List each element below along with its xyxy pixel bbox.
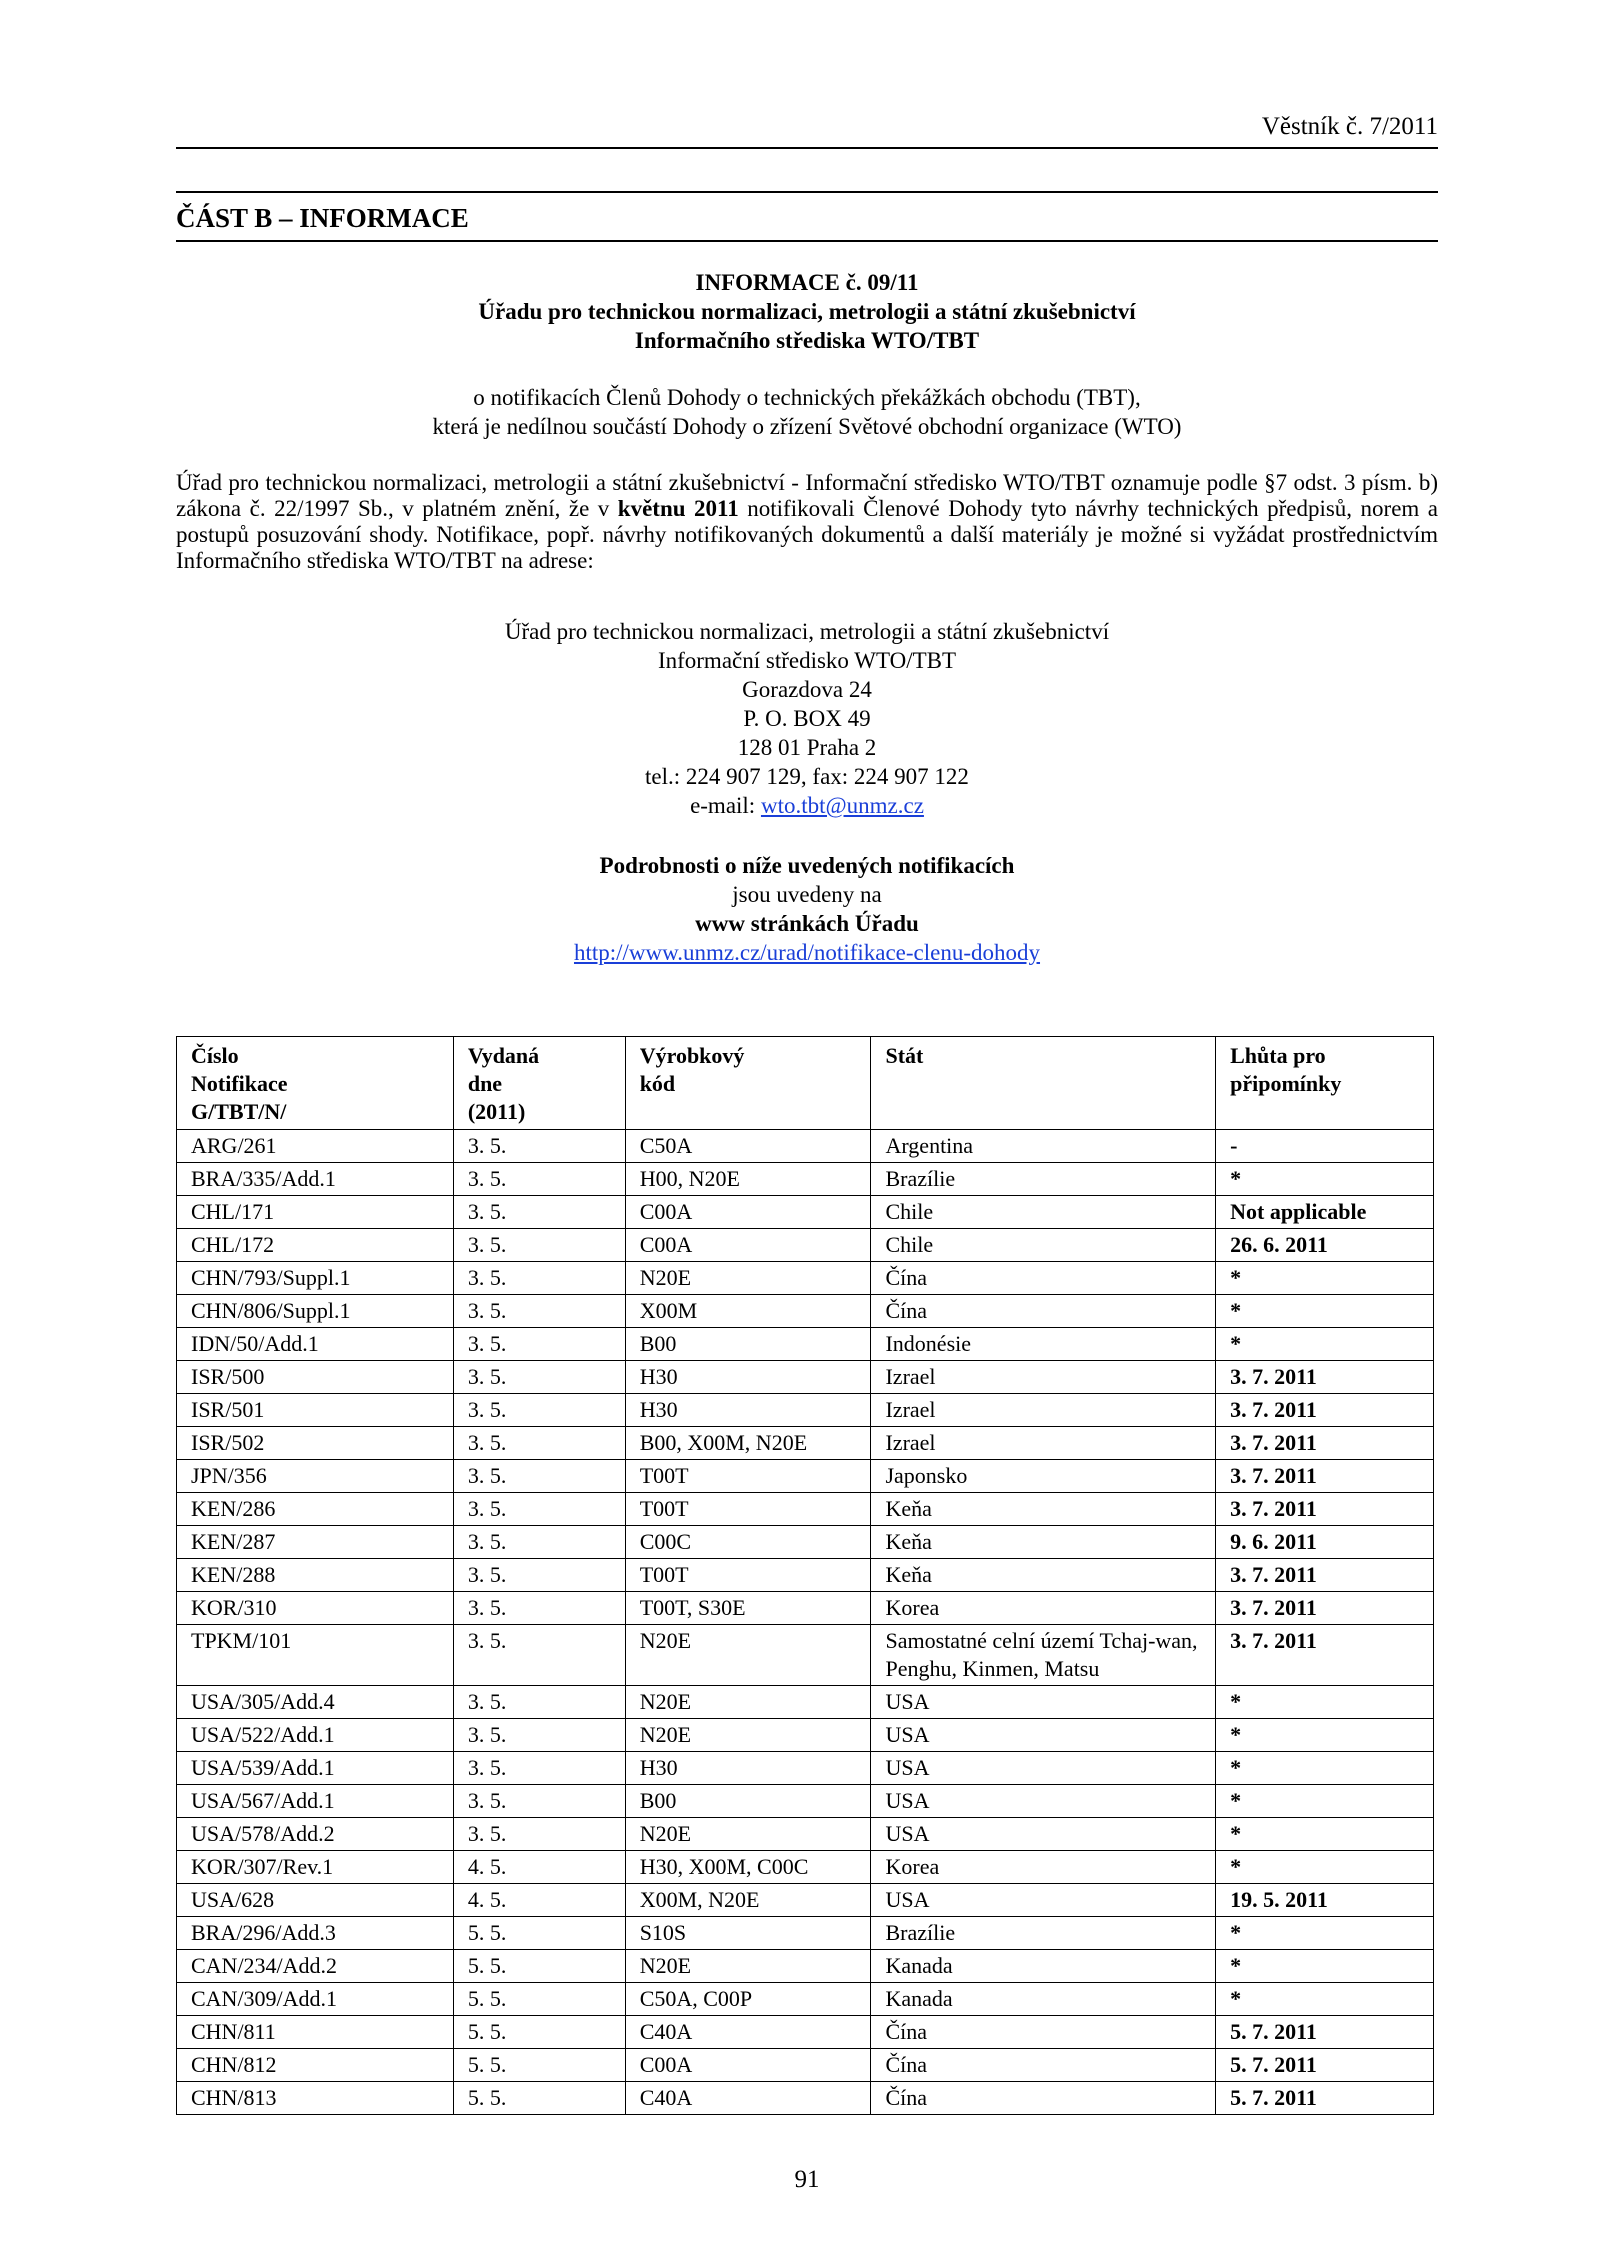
cell-deadline: 3. 7. 2011	[1216, 1460, 1434, 1493]
notifications-table	[176, 1036, 1434, 2115]
cell-product-code: C00A	[625, 1229, 871, 1262]
cell-date: 3. 5.	[453, 1361, 625, 1394]
cell-product-code: H30	[625, 1361, 871, 1394]
cell-number: ISR/502	[177, 1427, 454, 1460]
cell-date: 3. 5.	[453, 1559, 625, 1592]
table-row	[177, 1493, 1434, 1526]
cell-date: 5. 5.	[453, 1950, 625, 1983]
cell-number: KOR/307/Rev.1	[177, 1851, 454, 1884]
table-row	[177, 1559, 1434, 1592]
cell-country: Brazílie	[871, 1163, 1216, 1196]
cell-country: Izrael	[871, 1427, 1216, 1460]
cell-country: USA	[871, 1752, 1216, 1785]
cell-product-code: X00M	[625, 1295, 871, 1328]
cell-date: 3. 5.	[453, 1719, 625, 1752]
address-email-line	[176, 791, 1438, 820]
cell-date: 3. 5.	[453, 1295, 625, 1328]
table-row	[177, 1229, 1434, 1262]
column-header-deadline: Lhůta pro připomínky	[1216, 1037, 1434, 1130]
cell-date: 3. 5.	[453, 1328, 625, 1361]
cell-product-code: C00A	[625, 1196, 871, 1229]
contact-address	[176, 617, 1438, 820]
cell-country: Izrael	[871, 1394, 1216, 1427]
cell-number: USA/567/Add.1	[177, 1785, 454, 1818]
cell-product-code: N20E	[625, 1950, 871, 1983]
cell-date: 3. 5.	[453, 1394, 625, 1427]
heading-line-1: INFORMACE č. 09/11	[695, 270, 919, 295]
cell-deadline: *	[1216, 1719, 1434, 1752]
cell-deadline: *	[1216, 1262, 1434, 1295]
cell-date: 3. 5.	[453, 1262, 625, 1295]
table-row	[177, 2016, 1434, 2049]
cell-number: BRA/296/Add.3	[177, 1917, 454, 1950]
details-line-2: jsou uvedeny na	[732, 882, 882, 907]
table-row	[177, 1917, 1434, 1950]
cell-country: Japonsko	[871, 1460, 1216, 1493]
cell-date: 3. 5.	[453, 1752, 625, 1785]
information-heading	[176, 268, 1438, 355]
cell-deadline: *	[1216, 1818, 1434, 1851]
cell-number: KEN/286	[177, 1493, 454, 1526]
cell-product-code: N20E	[625, 1719, 871, 1752]
email-link[interactable]: wto.tbt@unmz.cz	[760, 793, 924, 818]
cell-deadline: 19. 5. 2011	[1216, 1884, 1434, 1917]
cell-date: 3. 5.	[453, 1818, 625, 1851]
cell-country: Čína	[871, 1295, 1216, 1328]
address-office: Úřad pro technickou normalizaci, metrologii a státní zkušebnictví	[504, 619, 1110, 644]
section-rule-top	[176, 191, 1438, 193]
address-box: P. O. BOX 49	[743, 706, 871, 731]
cell-product-code: H30	[625, 1752, 871, 1785]
cell-number: KEN/288	[177, 1559, 454, 1592]
cell-product-code: T00T	[625, 1559, 871, 1592]
cell-date: 5. 5.	[453, 2016, 625, 2049]
notifications-url-link[interactable]: http://www.unmz.cz/urad/notifikace-clenu-dohody	[573, 940, 1041, 965]
cell-country: Čína	[871, 2082, 1216, 2115]
cell-number: JPN/356	[177, 1460, 454, 1493]
table-row	[177, 1295, 1434, 1328]
cell-product-code: B00	[625, 1328, 871, 1361]
cell-date: 3. 5.	[453, 1163, 625, 1196]
heading-line-3: Informačního střediska WTO/TBT	[634, 328, 980, 353]
page-number: 91	[794, 2166, 820, 2193]
cell-product-code: H00, N20E	[625, 1163, 871, 1196]
cell-country: Brazílie	[871, 1917, 1216, 1950]
cell-country: USA	[871, 1785, 1216, 1818]
cell-country: Keňa	[871, 1559, 1216, 1592]
cell-product-code: N20E	[625, 1625, 871, 1686]
table-row	[177, 1625, 1434, 1686]
cell-number: BRA/335/Add.1	[177, 1163, 454, 1196]
table-row	[177, 1851, 1434, 1884]
table-row	[177, 1328, 1434, 1361]
address-street: Gorazdova 24	[742, 677, 872, 702]
cell-country: Keňa	[871, 1493, 1216, 1526]
intro-line-1: o notifikacích Členů Dohody o technických překážkách obchodu (TBT),	[473, 385, 1141, 410]
cell-country: Korea	[871, 1851, 1216, 1884]
cell-date: 3. 5.	[453, 1592, 625, 1625]
cell-number: TPKM/101	[177, 1625, 454, 1686]
cell-product-code: C50A	[625, 1130, 871, 1163]
cell-deadline: 5. 7. 2011	[1216, 2049, 1434, 2082]
table-row	[177, 1818, 1434, 1851]
cell-number: ISR/501	[177, 1394, 454, 1427]
cell-product-code: T00T	[625, 1493, 871, 1526]
column-header-country: Stát	[871, 1037, 1216, 1130]
cell-deadline: Not applicable	[1216, 1196, 1434, 1229]
table-row	[177, 1427, 1434, 1460]
cell-product-code: C50A, C00P	[625, 1983, 871, 2016]
cell-number: CHN/793/Suppl.1	[177, 1262, 454, 1295]
cell-date: 5. 5.	[453, 2049, 625, 2082]
cell-number: CHL/172	[177, 1229, 454, 1262]
cell-deadline: 3. 7. 2011	[1216, 1592, 1434, 1625]
address-phone: tel.: 224 907 129, fax: 224 907 122	[645, 764, 969, 789]
cell-country: USA	[871, 1884, 1216, 1917]
cell-deadline: *	[1216, 1983, 1434, 2016]
cell-country: Chile	[871, 1229, 1216, 1262]
details-note	[176, 851, 1438, 967]
cell-date: 3. 5.	[453, 1427, 625, 1460]
cell-deadline: 5. 7. 2011	[1216, 2082, 1434, 2115]
cell-deadline: *	[1216, 1851, 1434, 1884]
cell-date: 4. 5.	[453, 1884, 625, 1917]
table-body	[177, 1130, 1434, 2115]
cell-date: 3. 5.	[453, 1493, 625, 1526]
cell-number: IDN/50/Add.1	[177, 1328, 454, 1361]
cell-number: ISR/500	[177, 1361, 454, 1394]
cell-date: 3. 5.	[453, 1130, 625, 1163]
body-text-part-2: notifikovali Členové Dohody tyto návrhy technických předpisů, norem a postupů posuzování shody. Notifikace, popř. návrhy notifikovaných dokumentů a další materiály je možné si vyžádat prostřednictvím Informačního střediska WTO/TBT na adrese:	[176, 496, 1439, 573]
intro-line-2: která je nedílnou součástí Dohody o zřízení Světové obchodní organizace (WTO)	[432, 414, 1182, 439]
column-header-product-code: Výrobkový kód	[625, 1037, 871, 1130]
cell-number: USA/305/Add.4	[177, 1686, 454, 1719]
cell-date: 5. 5.	[453, 2082, 625, 2115]
cell-date: 5. 5.	[453, 1983, 625, 2016]
cell-country: Samostatné celní území Tchaj-wan, Penghu, Kinmen, Matsu	[871, 1625, 1216, 1686]
cell-country: USA	[871, 1719, 1216, 1752]
cell-deadline: *	[1216, 1785, 1434, 1818]
cell-product-code: H30, X00M, C00C	[625, 1851, 871, 1884]
cell-date: 3. 5.	[453, 1625, 625, 1686]
table-row	[177, 1262, 1434, 1295]
address-center: Informační středisko WTO/TBT	[657, 648, 957, 673]
cell-deadline: 3. 7. 2011	[1216, 1493, 1434, 1526]
section-title: ČÁST B – INFORMACE	[176, 203, 469, 233]
table-row	[177, 1460, 1434, 1493]
table-row	[177, 1394, 1434, 1427]
cell-country: Izrael	[871, 1361, 1216, 1394]
cell-number: CHL/171	[177, 1196, 454, 1229]
cell-date: 3. 5.	[453, 1526, 625, 1559]
table-row	[177, 1196, 1434, 1229]
address-city: 128 01 Praha 2	[737, 735, 877, 760]
cell-country: USA	[871, 1686, 1216, 1719]
column-header-number: Číslo Notifikace G/TBT/N/	[177, 1037, 454, 1130]
cell-country: Korea	[871, 1592, 1216, 1625]
column-header-date: Vydaná dne (2011)	[453, 1037, 625, 1130]
cell-number: USA/628	[177, 1884, 454, 1917]
cell-date: 3. 5.	[453, 1686, 625, 1719]
cell-country: Čína	[871, 2049, 1216, 2082]
cell-country: Chile	[871, 1196, 1216, 1229]
cell-product-code: N20E	[625, 1686, 871, 1719]
table-row	[177, 1130, 1434, 1163]
cell-deadline: 9. 6. 2011	[1216, 1526, 1434, 1559]
cell-product-code: C00C	[625, 1526, 871, 1559]
cell-country: Indonésie	[871, 1328, 1216, 1361]
table-row	[177, 2082, 1434, 2115]
details-line-3: www stránkách Úřadu	[695, 911, 919, 936]
cell-product-code: T00T	[625, 1460, 871, 1493]
table-row	[177, 1884, 1434, 1917]
cell-deadline: 3. 7. 2011	[1216, 1559, 1434, 1592]
table-row	[177, 1526, 1434, 1559]
table-row	[177, 1752, 1434, 1785]
cell-deadline: *	[1216, 1917, 1434, 1950]
table-row	[177, 1719, 1434, 1752]
cell-product-code: H30	[625, 1394, 871, 1427]
cell-number: CAN/234/Add.2	[177, 1950, 454, 1983]
cell-deadline: 3. 7. 2011	[1216, 1625, 1434, 1686]
cell-number: CHN/811	[177, 2016, 454, 2049]
cell-number: USA/578/Add.2	[177, 1818, 454, 1851]
cell-product-code: B00, X00M, N20E	[625, 1427, 871, 1460]
cell-deadline: *	[1216, 1328, 1434, 1361]
cell-deadline: *	[1216, 1295, 1434, 1328]
body-paragraph	[176, 470, 1438, 574]
cell-deadline: *	[1216, 1163, 1434, 1196]
cell-deadline: 26. 6. 2011	[1216, 1229, 1434, 1262]
cell-country: USA	[871, 1818, 1216, 1851]
cell-date: 4. 5.	[453, 1851, 625, 1884]
table-row	[177, 1163, 1434, 1196]
details-line-1: Podrobnosti o níže uvedených notifikacích	[599, 853, 1015, 878]
cell-number: CAN/309/Add.1	[177, 1983, 454, 2016]
cell-product-code: S10S	[625, 1917, 871, 1950]
body-text-bold: květnu 2011	[617, 496, 739, 521]
cell-product-code: X00M, N20E	[625, 1884, 871, 1917]
cell-product-code: N20E	[625, 1818, 871, 1851]
cell-date: 3. 5.	[453, 1785, 625, 1818]
cell-deadline: 5. 7. 2011	[1216, 2016, 1434, 2049]
table-row	[177, 1361, 1434, 1394]
cell-date: 3. 5.	[453, 1196, 625, 1229]
cell-number: USA/539/Add.1	[177, 1752, 454, 1785]
cell-number: CHN/812	[177, 2049, 454, 2082]
section-rule-bottom	[176, 240, 1438, 242]
cell-product-code: N20E	[625, 1262, 871, 1295]
cell-number: CHN/806/Suppl.1	[177, 1295, 454, 1328]
cell-deadline: *	[1216, 1686, 1434, 1719]
table-row	[177, 1950, 1434, 1983]
cell-deadline: 3. 7. 2011	[1216, 1361, 1434, 1394]
cell-deadline: -	[1216, 1130, 1434, 1163]
table-row	[177, 1785, 1434, 1818]
heading-line-2: Úřadu pro technickou normalizaci, metrologii a státní zkušebnictví	[478, 299, 1136, 324]
bulletin-header: Věstník č. 7/2011	[1261, 113, 1438, 140]
cell-date: 3. 5.	[453, 1460, 625, 1493]
cell-product-code: C40A	[625, 2016, 871, 2049]
table-row	[177, 1592, 1434, 1625]
table-row	[177, 2049, 1434, 2082]
header-rule	[176, 147, 1438, 149]
cell-number: KOR/310	[177, 1592, 454, 1625]
cell-deadline: *	[1216, 1752, 1434, 1785]
table-row	[177, 1983, 1434, 2016]
cell-product-code: T00T, S30E	[625, 1592, 871, 1625]
cell-date: 3. 5.	[453, 1229, 625, 1262]
cell-number: ARG/261	[177, 1130, 454, 1163]
cell-country: Argentina	[871, 1130, 1216, 1163]
table-header-row	[177, 1037, 1434, 1130]
intro-subtitle	[176, 383, 1438, 441]
cell-product-code: C40A	[625, 2082, 871, 2115]
cell-product-code: C00A	[625, 2049, 871, 2082]
cell-country: Kanada	[871, 1983, 1216, 2016]
cell-number: KEN/287	[177, 1526, 454, 1559]
cell-deadline: 3. 7. 2011	[1216, 1394, 1434, 1427]
cell-date: 5. 5.	[453, 1917, 625, 1950]
table-row	[177, 1686, 1434, 1719]
cell-country: Čína	[871, 1262, 1216, 1295]
cell-country: Kanada	[871, 1950, 1216, 1983]
cell-number: CHN/813	[177, 2082, 454, 2115]
cell-deadline: *	[1216, 1950, 1434, 1983]
cell-country: Čína	[871, 2016, 1216, 2049]
body-text-part-1: Úřad pro technickou normalizaci, metrologii a státní zkušebnictví - Informační středisko WTO/TBT oznamuje podle §7 odst. 3 písm. b) zákona č. 22/1997 Sb., v platném znění, že v	[176, 470, 1438, 521]
email-label: e-mail:	[690, 793, 761, 818]
cell-country: Keňa	[871, 1526, 1216, 1559]
cell-product-code: B00	[625, 1785, 871, 1818]
cell-number: USA/522/Add.1	[177, 1719, 454, 1752]
cell-deadline: 3. 7. 2011	[1216, 1427, 1434, 1460]
